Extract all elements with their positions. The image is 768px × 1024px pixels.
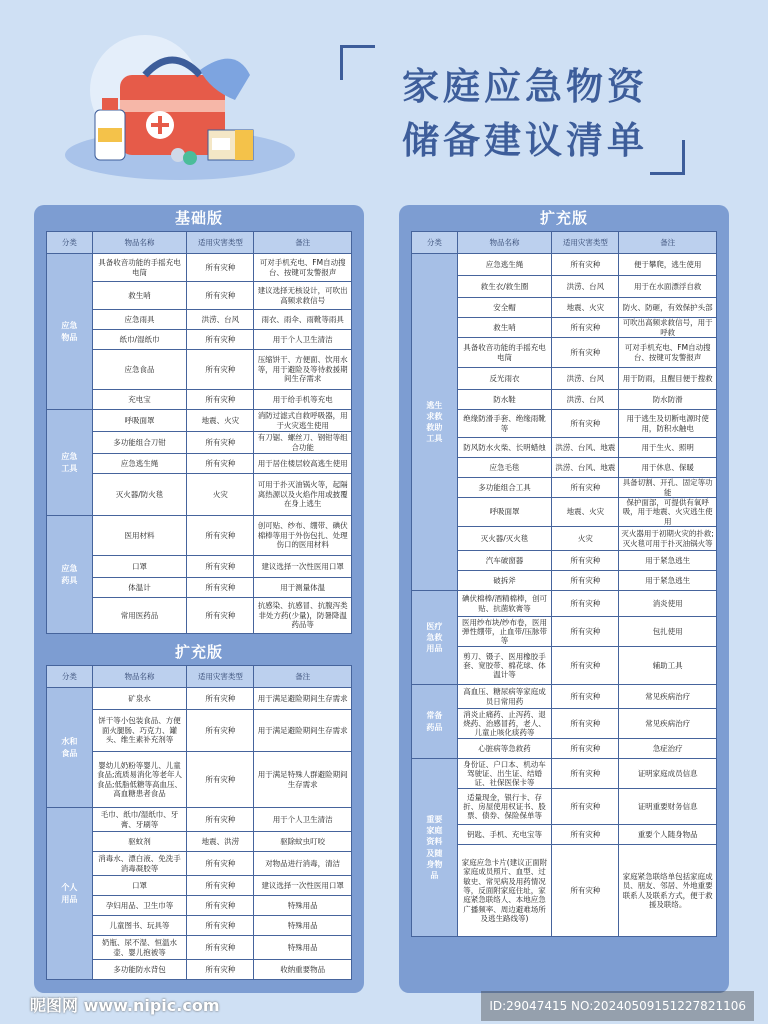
item-name-cell: 应急逃生绳 [92, 454, 187, 474]
disaster-type-cell: 所有灾种 [552, 478, 619, 498]
disaster-type-cell: 所有灾种 [552, 739, 619, 759]
note-cell: 有刀锯、螺丝刀、钢钳等组合功能 [254, 432, 352, 454]
note-cell: 常见疾病治疗 [619, 709, 717, 739]
item-name-cell: 绝缘防滑手套、绝缘雨靴等 [457, 410, 552, 438]
table-row [412, 527, 717, 551]
note-cell: 包扎使用 [619, 617, 717, 647]
disaster-type-cell: 所有灾种 [187, 896, 254, 916]
note-cell: 建议选择一次性医用口罩 [254, 556, 352, 578]
column-header: 物品名称 [457, 232, 552, 254]
item-name-cell: 剪刀、镊子、医用橡胶手套、宽胶带、棉花球、体温计等 [457, 647, 552, 685]
note-cell: 用于个人卫生清洁 [254, 808, 352, 832]
disaster-type-cell: 所有灾种 [187, 432, 254, 454]
item-name-cell: 口罩 [92, 556, 187, 578]
table-row [412, 647, 717, 685]
disaster-type-cell: 洪涝、台风、地震 [552, 458, 619, 478]
disaster-type-cell: 所有灾种 [187, 350, 254, 390]
disaster-type-cell: 所有灾种 [552, 410, 619, 438]
disaster-type-cell: 所有灾种 [187, 578, 254, 598]
note-cell: 用于个人卫生清洁 [254, 330, 352, 350]
disaster-type-cell: 所有灾种 [187, 598, 254, 634]
item-name-cell: 多功能组合刀钳 [92, 432, 187, 454]
table-row [47, 598, 352, 634]
disaster-type-cell: 所有灾种 [552, 318, 619, 338]
note-cell: 灭火器用于初期火灾的扑救;灭火毯可用于扑灭油锅火等 [619, 527, 717, 551]
item-name-cell: 体温计 [92, 578, 187, 598]
disaster-type-cell: 地震、洪涝 [187, 832, 254, 852]
table-row [47, 556, 352, 578]
item-name-cell: 安全帽 [457, 298, 552, 318]
table-row [47, 578, 352, 598]
disaster-type-cell: 洪涝、台风 [552, 276, 619, 298]
table-row [47, 516, 352, 556]
item-name-cell: 呼吸面罩 [457, 498, 552, 527]
disaster-type-cell: 洪涝、台风、地震 [552, 438, 619, 458]
item-name-cell: 灭火器/防火毯 [92, 474, 187, 516]
category-cell: 个人 用品 [47, 808, 93, 980]
table-header-row [412, 232, 717, 254]
table-row [412, 254, 717, 276]
disaster-type-cell: 所有灾种 [187, 330, 254, 350]
table-row [412, 368, 717, 390]
table-row [412, 571, 717, 591]
column-header: 适用灾害类型 [187, 666, 254, 688]
disaster-type-cell: 地震、火灾 [552, 498, 619, 527]
note-cell: 用于满足特殊人群避险期间生存需求 [254, 752, 352, 808]
item-name-cell: 消炎止痛药、止泻药、退烧药、治感冒药，老人、儿童止咳化痰药等 [457, 709, 552, 739]
column-header: 物品名称 [92, 232, 187, 254]
disaster-type-cell: 所有灾种 [552, 551, 619, 571]
table-row [47, 896, 352, 916]
right-panel [399, 205, 729, 993]
note-cell: 可对手机充电、FM自动搜台、按键可发警报声 [254, 254, 352, 282]
basic-table [46, 231, 352, 634]
table-header-row [47, 232, 352, 254]
disaster-type-cell: 所有灾种 [187, 808, 254, 832]
note-cell: 用于紧急逃生 [619, 551, 717, 571]
table-row [412, 759, 717, 789]
disaster-type-cell: 洪涝、台风 [552, 368, 619, 390]
column-header: 备注 [254, 232, 352, 254]
item-name-cell: 消毒水、漂白液、免洗手消毒凝胶等 [92, 852, 187, 876]
item-name-cell: 应急毛毯 [457, 458, 552, 478]
right-ext-table [411, 231, 717, 937]
note-cell: 证明重要财务信息 [619, 789, 717, 825]
table-row [47, 254, 352, 282]
note-cell: 可对手机充电、FM自动搜台、按键可发警报声 [619, 338, 717, 368]
table-row [47, 282, 352, 310]
note-cell: 用于满足避险期间生存需求 [254, 688, 352, 710]
disaster-type-cell: 地震、火灾 [552, 298, 619, 318]
item-name-cell: 应急食品 [92, 350, 187, 390]
table-row [412, 338, 717, 368]
table-row [47, 350, 352, 390]
table-row [412, 825, 717, 845]
column-header: 分类 [47, 232, 93, 254]
note-cell: 建议选择无核设计，可吹出高频求救信号 [254, 282, 352, 310]
item-name-cell: 纸巾/湿纸巾 [92, 330, 187, 350]
disaster-type-cell: 所有灾种 [552, 759, 619, 789]
note-cell: 用于休息、保暖 [619, 458, 717, 478]
note-cell: 便于攀爬，逃生使用 [619, 254, 717, 276]
table-row [47, 916, 352, 936]
table-row [47, 832, 352, 852]
item-name-cell: 防水鞋 [457, 390, 552, 410]
table-row [412, 298, 717, 318]
item-name-cell: 心脏病等急救药 [457, 739, 552, 759]
table-row [412, 591, 717, 617]
disaster-type-cell: 地震、火灾 [187, 410, 254, 432]
disaster-type-cell: 所有灾种 [552, 338, 619, 368]
disaster-type-cell: 所有灾种 [187, 876, 254, 896]
table-row [47, 410, 352, 432]
note-cell: 用于居住楼层较高逃生使用 [254, 454, 352, 474]
item-name-cell: 救生哨 [92, 282, 187, 310]
disaster-type-cell: 所有灾种 [552, 825, 619, 845]
page-title: 家庭应急物资 储备建议清单 [402, 65, 648, 162]
basic-section-title: 基础版 [174, 209, 223, 227]
table-row [412, 739, 717, 759]
item-name-cell: 婴幼儿奶粉等婴儿、儿童食品;流质易消化等老年人食品;低脂低糖等高血压、高血糖患者食品 [92, 752, 187, 808]
table-row [412, 390, 717, 410]
table-row [47, 432, 352, 454]
disaster-type-cell: 洪涝、台风 [187, 310, 254, 330]
item-name-cell: 应急逃生绳 [457, 254, 552, 276]
item-name-cell: 救生哨 [457, 318, 552, 338]
note-cell: 防火、防砸，有效保护头部 [619, 298, 717, 318]
disaster-type-cell: 所有灾种 [552, 685, 619, 709]
note-cell: 特殊用品 [254, 916, 352, 936]
item-name-cell: 具备收音功能的手摇充电电筒 [457, 338, 552, 368]
table-row [412, 458, 717, 478]
column-header: 适用灾害类型 [552, 232, 619, 254]
table-row [47, 808, 352, 832]
watermark-logo: 昵图网 www.nipic.com [30, 996, 220, 1015]
column-header: 备注 [619, 232, 717, 254]
category-cell: 应急 工具 [47, 410, 93, 516]
item-name-cell: 矿泉水 [92, 688, 187, 710]
item-name-cell: 毛巾、纸巾/湿纸巾、牙膏、牙刷等 [92, 808, 187, 832]
note-cell: 可用于扑灭油锅火等，起隔离热源以及火焰作用或披覆在身上逃生 [254, 474, 352, 516]
item-name-cell: 饼干等小包装食品、方便面火腿肠、巧克力、罐头、维生素补充剂等 [92, 710, 187, 752]
table-row [47, 960, 352, 980]
disaster-type-cell: 所有灾种 [187, 556, 254, 578]
note-cell: 抗感染、抗感冒、抗腹泻类非处方药(少量)，防暑降温药品等 [254, 598, 352, 634]
table-row [412, 318, 717, 338]
item-name-cell: 防风防水火柴、长明蜡烛 [457, 438, 552, 458]
disaster-type-cell: 所有灾种 [187, 752, 254, 808]
table-row [412, 498, 717, 527]
table-row [412, 551, 717, 571]
category-cell: 常备 药品 [412, 685, 458, 759]
column-header: 物品名称 [92, 666, 187, 688]
left-ext-section-title: 扩充版 [174, 643, 223, 661]
disaster-type-cell: 所有灾种 [552, 591, 619, 617]
item-name-cell: 多功能防水背包 [92, 960, 187, 980]
disaster-type-cell: 所有灾种 [187, 254, 254, 282]
title-bracket-top [340, 45, 375, 80]
table-row [47, 390, 352, 410]
note-cell: 用于测量体温 [254, 578, 352, 598]
disaster-type-cell: 所有灾种 [187, 454, 254, 474]
note-cell: 保护面部，可提供有氧呼吸，用于地震、火灾逃生使用 [619, 498, 717, 527]
note-cell: 驱除蚊虫叮咬 [254, 832, 352, 852]
disaster-type-cell: 所有灾种 [187, 688, 254, 710]
note-cell: 用于紧急逃生 [619, 571, 717, 591]
item-name-cell: 适量现金，银行卡、存折、房屋使用权证书、股票、债券、保险保单等 [457, 789, 552, 825]
item-name-cell: 孕妇用品、卫生巾等 [92, 896, 187, 916]
note-cell: 用于逃生及切断电源时使用，防积水触电 [619, 410, 717, 438]
item-name-cell: 常用医药品 [92, 598, 187, 634]
column-header: 分类 [412, 232, 458, 254]
category-cell: 重要 家庭 资料 及随 身物 品 [412, 759, 458, 937]
disaster-type-cell: 所有灾种 [552, 571, 619, 591]
note-cell: 建议选择一次性医用口罩 [254, 876, 352, 896]
note-cell: 雨衣、雨伞、雨靴等雨具 [254, 310, 352, 330]
note-cell: 可吹出高频求救信号，用于呼救 [619, 318, 717, 338]
disaster-type-cell: 所有灾种 [187, 390, 254, 410]
item-name-cell: 具备收音功能的手摇充电电筒 [92, 254, 187, 282]
watermark-id: ID:29047415 NO:20240509151227821106 [481, 991, 754, 1021]
disaster-type-cell: 所有灾种 [552, 709, 619, 739]
item-name-cell: 破拆斧 [457, 571, 552, 591]
table-row [47, 752, 352, 808]
table-row [47, 310, 352, 330]
category-cell: 应急 物品 [47, 254, 93, 410]
medicine-box-icon [208, 130, 253, 160]
item-name-cell: 奶瓶、尿不湿、恒温水壶、婴儿抱被等 [92, 936, 187, 960]
disaster-type-cell: 所有灾种 [552, 845, 619, 937]
note-cell: 用于给手机等充电 [254, 390, 352, 410]
table-row [412, 789, 717, 825]
disaster-type-cell: 所有灾种 [187, 516, 254, 556]
right-ext-section-title: 扩充版 [539, 209, 588, 227]
table-row [412, 276, 717, 298]
note-cell: 消炎使用 [619, 591, 717, 617]
item-name-cell: 救生衣/救生圈 [457, 276, 552, 298]
item-name-cell: 碘伏棉棒/酒精棉棒，创可贴、抗菌软膏等 [457, 591, 552, 617]
note-cell: 特殊用品 [254, 936, 352, 960]
note-cell: 急症治疗 [619, 739, 717, 759]
note-cell: 家庭紧急联络单包括家庭成员、朋友、邻居、外地重要联系人及联系方式，便于救援及联络。 [619, 845, 717, 937]
item-name-cell: 灭火器/灭火毯 [457, 527, 552, 551]
item-name-cell: 应急雨具 [92, 310, 187, 330]
item-name-cell: 呼吸面罩 [92, 410, 187, 432]
disaster-type-cell: 洪涝、台风 [552, 390, 619, 410]
table-row [412, 709, 717, 739]
note-cell: 证明家庭成员信息 [619, 759, 717, 789]
first-aid-illustration [60, 30, 320, 190]
disaster-type-cell: 所有灾种 [187, 916, 254, 936]
note-cell: 用于在水面漂浮自救 [619, 276, 717, 298]
disaster-type-cell: 所有灾种 [552, 647, 619, 685]
disaster-type-cell: 所有灾种 [187, 936, 254, 960]
disaster-type-cell: 所有灾种 [552, 789, 619, 825]
note-cell: 特殊用品 [254, 896, 352, 916]
note-cell: 常见疾病治疗 [619, 685, 717, 709]
item-name-cell: 儿童图书、玩具等 [92, 916, 187, 936]
left-ext-table [46, 665, 352, 980]
disaster-type-cell: 所有灾种 [187, 852, 254, 876]
table-row [47, 688, 352, 710]
table-row [47, 852, 352, 876]
item-name-cell: 高血压、糖尿病等家庭成员日常用药 [457, 685, 552, 709]
note-cell: 创可贴、纱布、绷带、碘伏棉棒等用于外伤包扎、处理伤口的医用材料 [254, 516, 352, 556]
item-name-cell: 充电宝 [92, 390, 187, 410]
disaster-type-cell: 所有灾种 [187, 710, 254, 752]
disaster-type-cell: 火灾 [552, 527, 619, 551]
note-cell: 具备切割、开孔、固定等功能 [619, 478, 717, 498]
category-cell: 逃生 求救 救助 工具 [412, 254, 458, 591]
table-header-row [47, 666, 352, 688]
table-row [412, 845, 717, 937]
disaster-type-cell: 所有灾种 [187, 960, 254, 980]
table-row [412, 685, 717, 709]
table-row [47, 710, 352, 752]
note-cell: 收纳重要物品 [254, 960, 352, 980]
disaster-type-cell: 所有灾种 [187, 282, 254, 310]
item-name-cell: 家庭应急卡片(建议正面附家庭成员照片、血型、过敏史、常见病及用药情况等，反面附家庭住址，家庭紧急联络人、本地应急广播频率、周边避难场所及逃生路线等) [457, 845, 552, 937]
note-cell: 用于生火、照明 [619, 438, 717, 458]
category-cell: 应急 药具 [47, 516, 93, 634]
item-name-cell: 身份证、户口本、机动车驾驶证、出生证、结婚证、社保医保卡等 [457, 759, 552, 789]
table-row [412, 410, 717, 438]
item-name-cell: 反光雨衣 [457, 368, 552, 390]
column-header: 分类 [47, 666, 93, 688]
note-cell: 对物品进行消毒，清洁 [254, 852, 352, 876]
item-name-cell: 医用材料 [92, 516, 187, 556]
table-row [47, 454, 352, 474]
table-row [412, 438, 717, 458]
note-cell: 消防过滤式自救呼吸器，用于火灾逃生使用 [254, 410, 352, 432]
note-cell: 重要个人随身物品 [619, 825, 717, 845]
note-cell: 压缩饼干、方便面、饮用水等，用于避险及等待救援期间生存需求 [254, 350, 352, 390]
disaster-type-cell: 所有灾种 [552, 254, 619, 276]
item-name-cell: 钥匙、手机、充电宝等 [457, 825, 552, 845]
table-row [47, 474, 352, 516]
item-name-cell: 驱蚊剂 [92, 832, 187, 852]
column-header: 适用灾害类型 [187, 232, 254, 254]
category-cell: 医疗 急救 用品 [412, 591, 458, 685]
table-row [412, 478, 717, 498]
left-panel [34, 205, 364, 993]
item-name-cell: 医用纱布块/纱布卷，医用弹性绷带，止血带/压脉带等 [457, 617, 552, 647]
category-cell: 水和 食品 [47, 688, 93, 808]
note-cell: 用于满足避险期间生存需求 [254, 710, 352, 752]
note-cell: 辅助工具 [619, 647, 717, 685]
column-header: 备注 [254, 666, 352, 688]
table-row [412, 617, 717, 647]
item-name-cell: 多功能组合工具 [457, 478, 552, 498]
disaster-type-cell: 火灾 [187, 474, 254, 516]
note-cell: 用于防雨，且醒目便于搜救 [619, 368, 717, 390]
item-name-cell: 口罩 [92, 876, 187, 896]
note-cell: 防水防滑 [619, 390, 717, 410]
table-row [47, 936, 352, 960]
table-row [47, 876, 352, 896]
disaster-type-cell: 所有灾种 [552, 617, 619, 647]
item-name-cell: 汽车破窗器 [457, 551, 552, 571]
table-row [47, 330, 352, 350]
